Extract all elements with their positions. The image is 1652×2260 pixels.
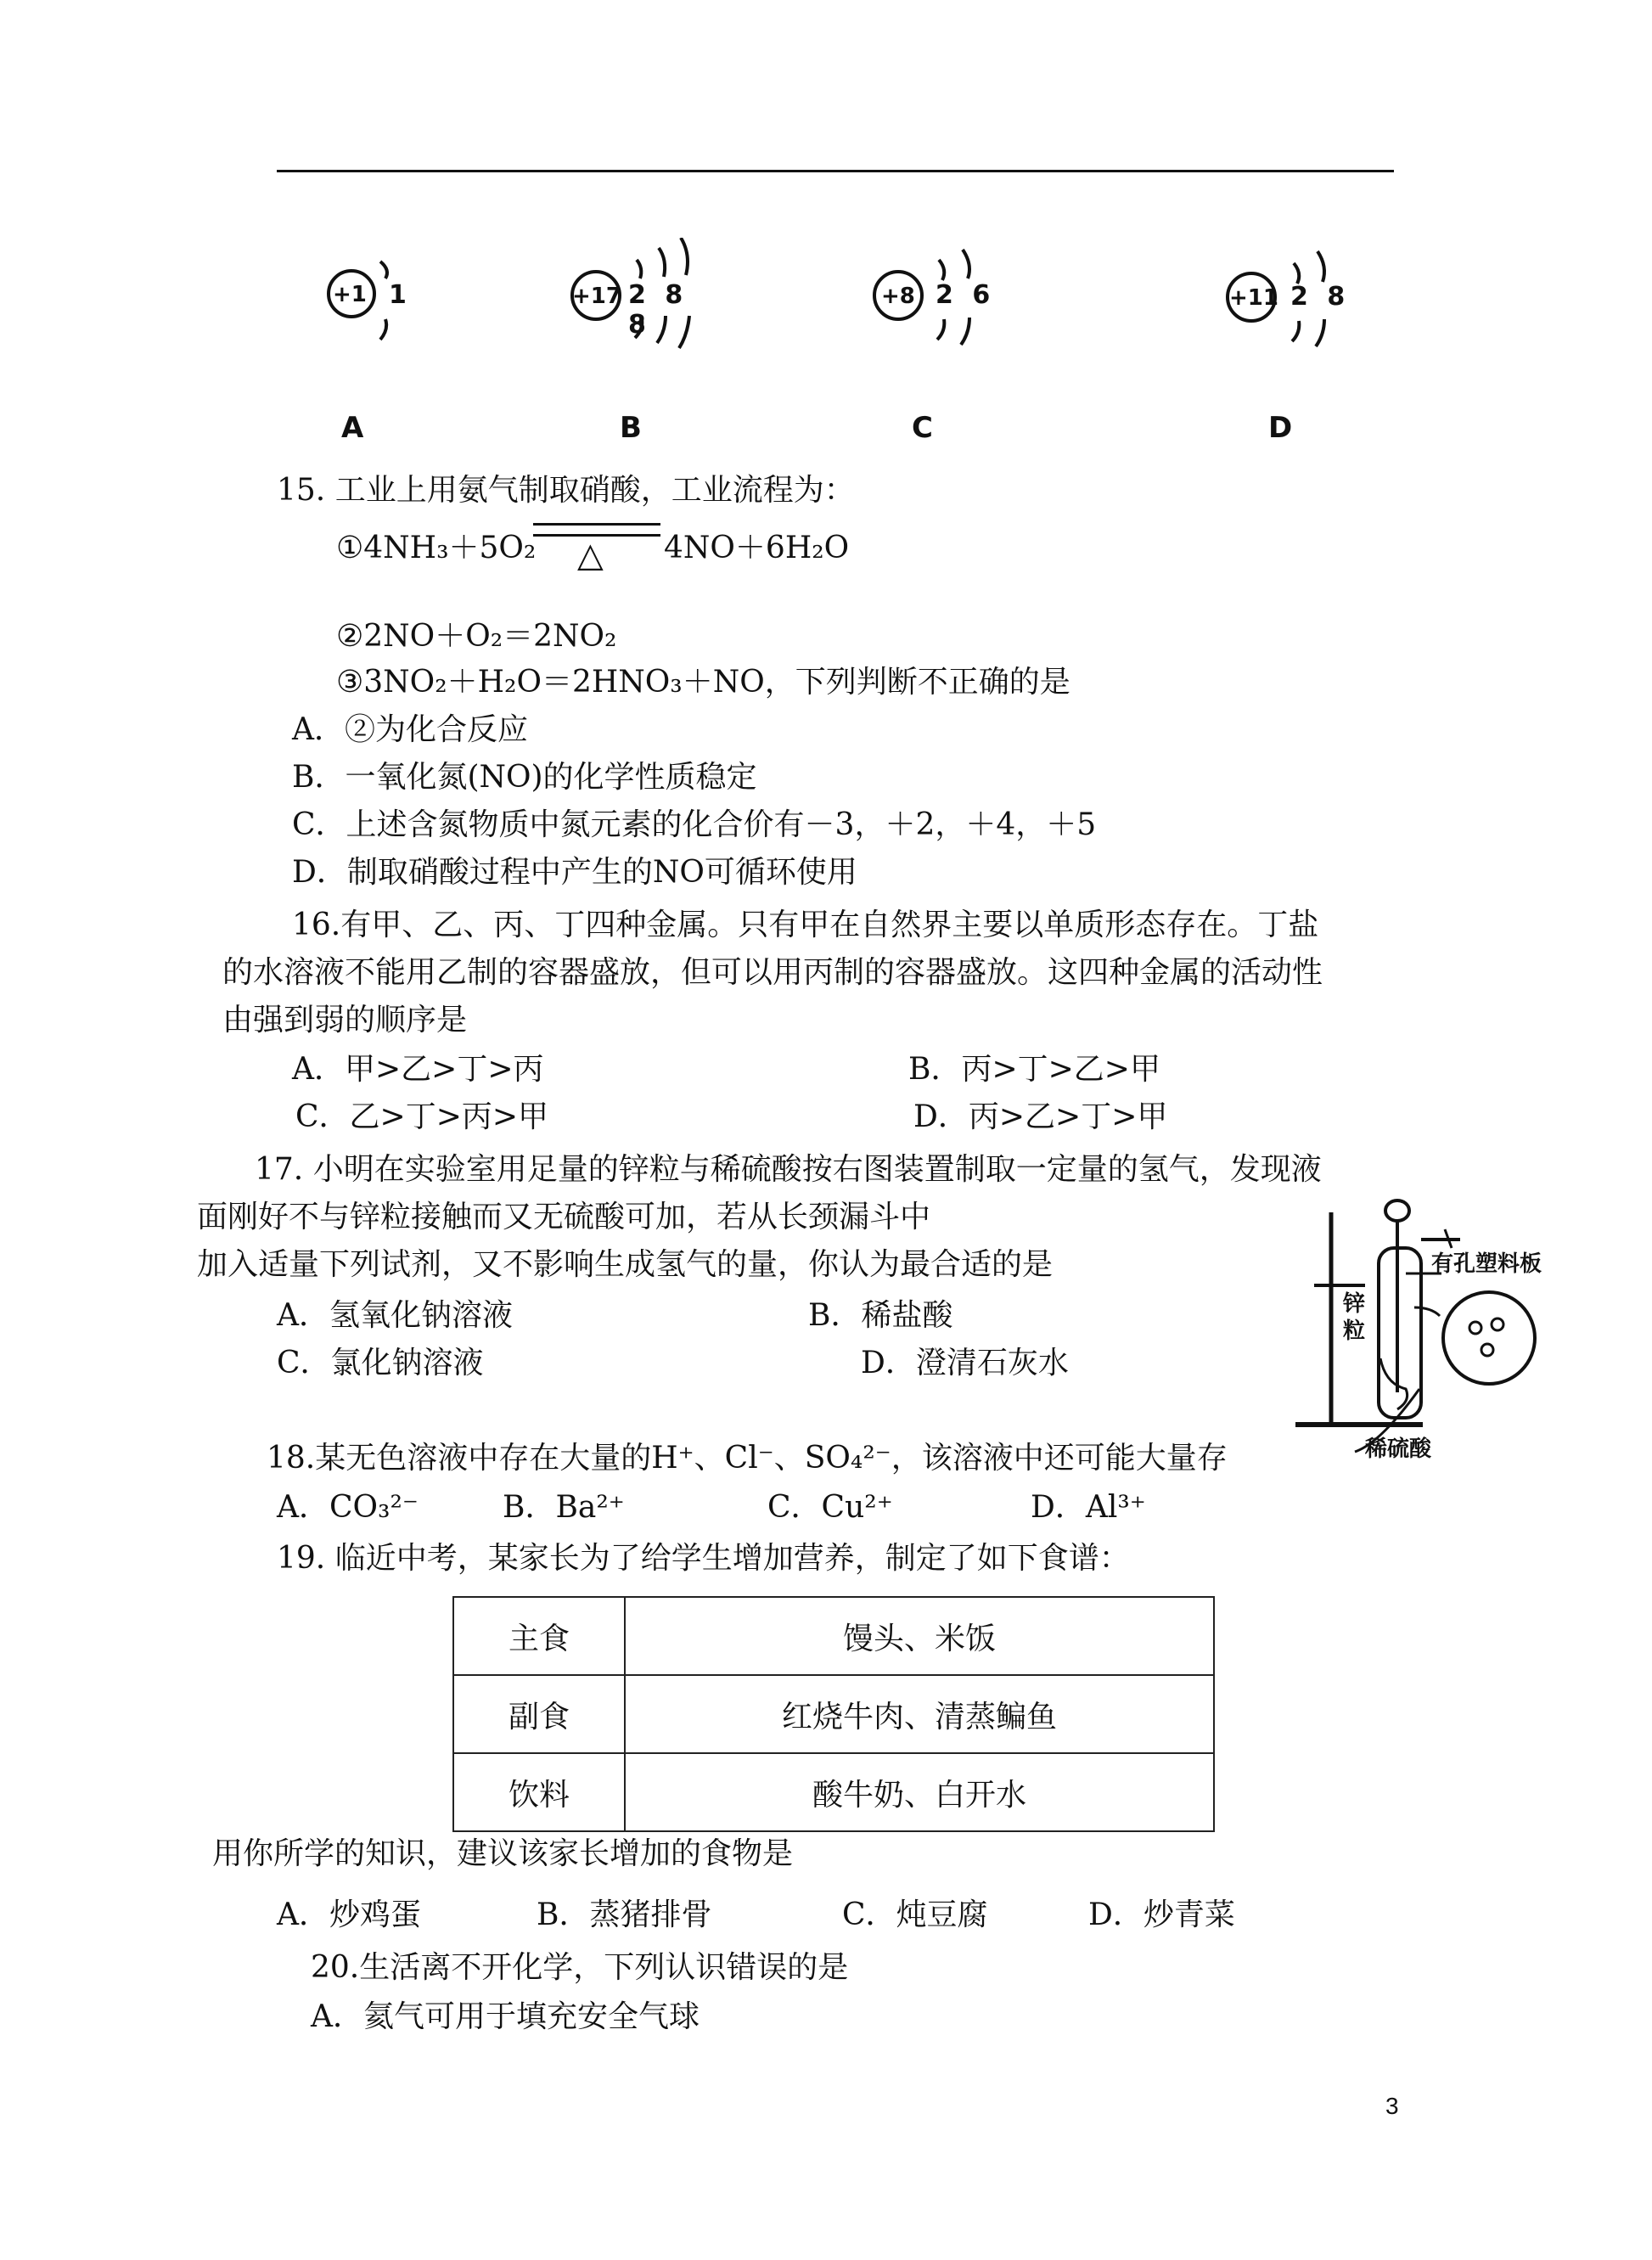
q18-option-a: A．CO₃²⁻	[277, 1490, 419, 1525]
q15-option-a: A．②为化合反应	[292, 712, 528, 747]
q19-option-d: D．炒青菜	[1088, 1897, 1235, 1932]
q17-line-2: 面刚好不与锌粒接触而又无硫酸可加，若从长颈漏斗中	[197, 1200, 931, 1234]
q20-stem: 20.生活离不开化学，下列认识错误的是	[311, 1950, 849, 1985]
q15-option-d: D．制取硝酸过程中产生的NO可循环使用	[292, 855, 857, 890]
label-dilute-acid: 稀硫酸	[1365, 1436, 1432, 1462]
table-cell: 馒头、米饭	[625, 1597, 1214, 1675]
q15-eq1-condition: △	[577, 536, 604, 575]
hydrogen-apparatus-figure	[1278, 1189, 1559, 1469]
atom-nucleus: +8	[881, 284, 915, 309]
q19-option-b: B．蒸猪排骨	[537, 1897, 712, 1932]
q15-option-c: C．上述含氮物质中氮元素的化合价有－3，＋2，＋4，＋5	[292, 807, 1097, 842]
reaction-arrow	[533, 523, 660, 537]
q15-stem: 15. 工业上用氨气制取硝酸，工业流程为：	[277, 473, 855, 508]
q18-option-c: C．Cu²⁺	[767, 1490, 893, 1525]
q17-option-b: B．稀盐酸	[808, 1298, 953, 1333]
q15-eq1-left: ①4NH₃＋5O₂	[336, 531, 537, 565]
atom-diagram-c	[869, 246, 1005, 365]
table-cell: 主食	[453, 1597, 625, 1675]
q17-line-3: 加入适量下列试剂，又不影响生成氢气的量，你认为最合适的是	[197, 1247, 1054, 1282]
q18-option-b: B．Ba²⁺	[503, 1490, 625, 1525]
atom-electrons: 2 8 8	[628, 280, 688, 340]
atom-nucleus: +11	[1229, 285, 1278, 311]
q17-option-a: A．氢氧化钠溶液	[277, 1298, 513, 1333]
q19-question: 用你所学的知识，建议该家长增加的食物是	[212, 1836, 794, 1871]
atom-label-c: C	[912, 411, 933, 445]
table-row	[453, 1753, 1214, 1831]
q17-option-c: C．氯化钠溶液	[277, 1346, 484, 1380]
q15-option-b: B．一氧化氮(NO)的化学性质稳定	[292, 760, 757, 795]
atom-label-a: A	[341, 411, 364, 445]
q17-line-1: 17. 小明在实验室用足量的锌粒与稀硫酸按右图装置制取一定量的氢气，发现液	[255, 1152, 1322, 1187]
atom-electrons: 2 8	[1290, 282, 1351, 312]
atom-electrons: 2 6	[936, 280, 996, 310]
atom-diagram-a	[323, 255, 450, 365]
q17-option-d: D．澄清石灰水	[861, 1346, 1069, 1380]
atom-diagram-d	[1222, 246, 1358, 365]
atom-nucleus: +1	[333, 282, 367, 307]
q20-option-a: A．氦气可用于填充安全气球	[311, 1999, 700, 2034]
q16-option-c: C．乙>丁>丙>甲	[295, 1099, 549, 1134]
table-cell: 副食	[453, 1675, 625, 1753]
atom-nucleus: +17	[572, 284, 621, 309]
atom-label-b: B	[620, 411, 642, 445]
q15-eq2: ②2NO＋O₂＝2NO₂	[336, 619, 617, 654]
page-number: 3	[1385, 2093, 1399, 2119]
q15-eq1-right: 4NO＋6H₂O	[664, 531, 850, 565]
q15-eq3: ③3NO₂＋H₂O＝2HNO₃＋NO，下列判断不正确的是	[336, 665, 1070, 700]
q16-option-b: B．丙>丁>乙>甲	[908, 1052, 1160, 1087]
q19-stem: 19. 临近中考，某家长为了给学生增加营养，制定了如下食谱：	[277, 1541, 1130, 1576]
q16-line-3: 由强到弱的顺序是	[222, 1003, 468, 1037]
q19-option-a: A．炒鸡蛋	[277, 1897, 421, 1932]
table-cell: 红烧牛肉、清蒸鳊鱼	[625, 1675, 1214, 1753]
table-row	[453, 1675, 1214, 1753]
header-rule	[277, 170, 1394, 172]
atom-electrons: 1	[389, 280, 407, 310]
table-cell: 饮料	[453, 1753, 625, 1831]
label-perforated-plate: 有孔塑料板	[1431, 1251, 1542, 1277]
table-row	[453, 1597, 1214, 1675]
q18-stem: 18.某无色溶液中存在大量的H⁺、Cl⁻、SO₄²⁻，该溶液中还可能大量存	[267, 1441, 1228, 1476]
q16-option-d: D．丙>乙>丁>甲	[913, 1099, 1168, 1134]
q16-line-2: 的水溶液不能用乙制的容器盛放，但可以用丙制的容器盛放。这四种金属的活动性	[222, 955, 1323, 990]
q16-line-1: 16.有甲、乙、丙、丁四种金属。只有甲在自然界主要以单质形态存在。丁盐	[292, 908, 1319, 942]
label-zinc: 锌粒	[1343, 1291, 1366, 1344]
q18-option-d: D．Al³⁺	[1031, 1490, 1146, 1525]
q16-option-a: A．甲>乙>丁>丙	[292, 1052, 544, 1087]
table-cell: 酸牛奶、白开水	[625, 1753, 1214, 1831]
atom-diagram-b	[567, 238, 720, 365]
recipe-table	[452, 1596, 1215, 1832]
q19-option-c: C．炖豆腐	[842, 1897, 988, 1932]
atom-label-d: D	[1268, 411, 1293, 445]
